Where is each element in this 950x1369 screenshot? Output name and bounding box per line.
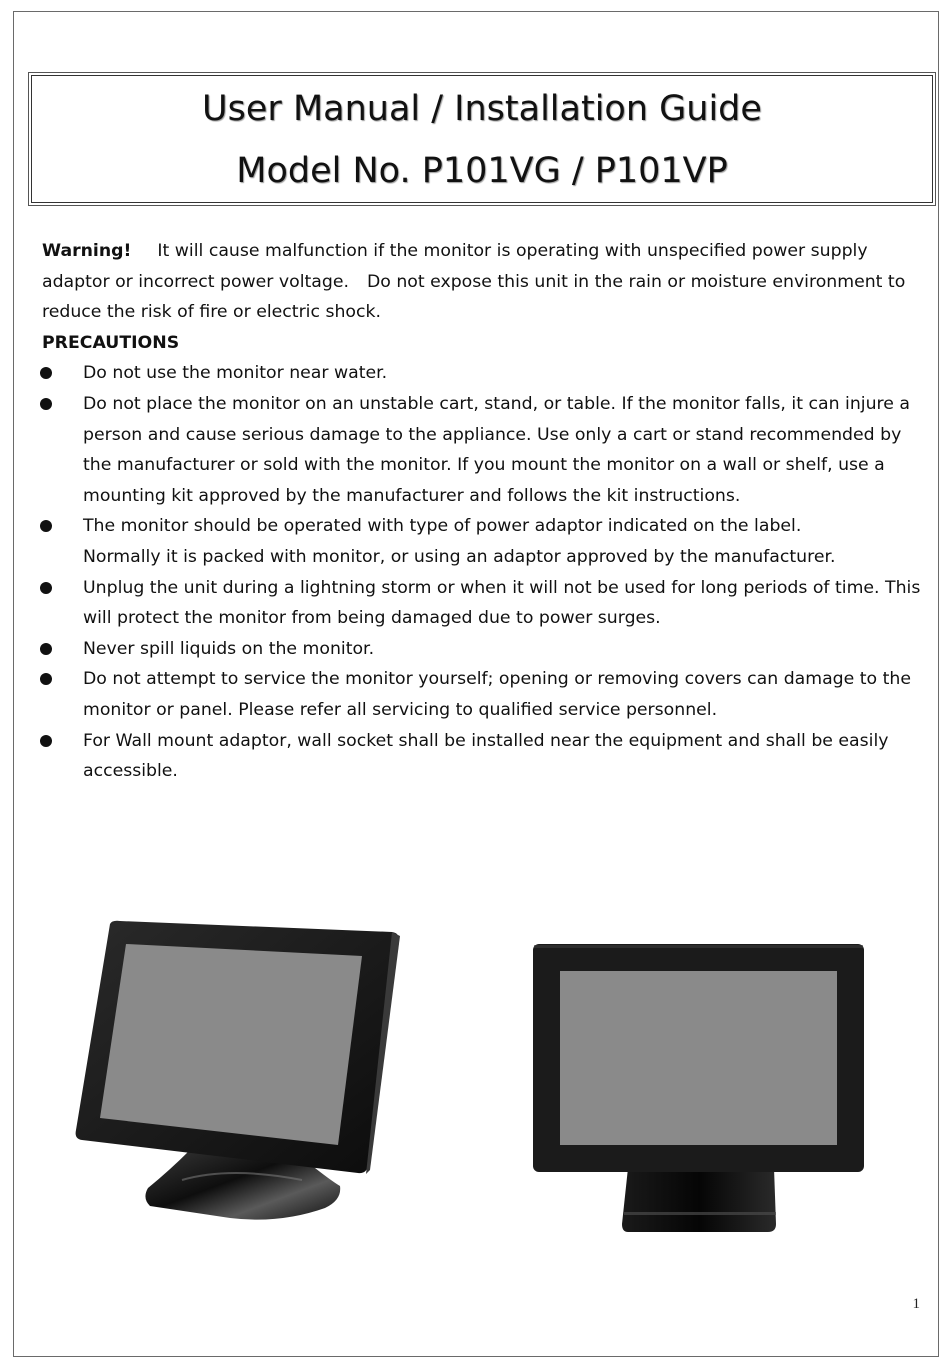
list-item-text: For Wall mount adaptor, wall socket shall be installed near the equipment and shall be easily accessible. xyxy=(83,730,889,782)
list-item xyxy=(42,726,922,787)
monitor-angled-view-image xyxy=(70,918,410,1238)
list-item-text: Do not attempt to service the monitor yourself; opening or removing covers can damage to the monitor or panel. Please refer all servicing to qualified service personnel. xyxy=(83,669,911,720)
warning-label: Warning! xyxy=(42,241,132,261)
bullet-icon xyxy=(40,735,52,747)
list-item xyxy=(42,358,922,389)
warning-sentence-2: Do not expose this unit in the rain or moisture environment to reduce the risk of fire or electric shock. xyxy=(42,271,906,323)
model-number: Model No. P101VG / P101VP xyxy=(236,151,728,191)
bullet-icon xyxy=(40,643,52,655)
warning-sentence-1: It will cause malfunction if the monitor is operating with unspecified power supply adaptor or incorrect power voltage. xyxy=(42,241,868,292)
document-title: User Manual / Installation Guide xyxy=(202,89,762,129)
precautions-heading: PRECAUTIONS xyxy=(42,332,180,353)
list-item xyxy=(42,573,922,634)
bullet-icon xyxy=(40,673,52,685)
document-body xyxy=(42,236,922,787)
list-item xyxy=(42,511,922,572)
list-item xyxy=(42,664,922,725)
title-box xyxy=(31,75,933,203)
monitor-front-view-image xyxy=(528,940,868,1240)
list-item-text: Unplug the unit during a lightning storm or when it will not be used for long periods of time. This will protect the monitor from being damaged due to power surges. xyxy=(83,577,921,629)
precautions-list xyxy=(42,358,922,786)
bullet-icon xyxy=(40,520,52,532)
list-item-text: Normally it is packed with monitor, or using an adaptor approved by the manufacturer. xyxy=(83,546,836,567)
list-item xyxy=(42,389,922,511)
list-item-text: Do not place the monitor on an unstable cart, stand, or table. If the monitor falls, it can injure a person and cause serious damage to the appliance. Use only a cart or stand recommended by the manufacturer or sold with the monitor. If you mount the monitor on a wall or shelf, use a mounting kit approved by the manufacturer and follows the kit instructions. xyxy=(83,393,910,506)
list-item-text: The monitor should be operated with type of power adaptor indicated on the label. xyxy=(83,516,802,537)
list-item-text: Do not use the monitor near water. xyxy=(83,363,388,384)
bullet-icon xyxy=(40,367,52,379)
page-number: 1 xyxy=(912,1296,920,1312)
warning-paragraph xyxy=(42,236,922,328)
bullet-icon xyxy=(40,582,52,594)
list-item-text: Never spill liquids on the monitor. xyxy=(83,638,375,659)
list-item xyxy=(42,634,922,665)
bullet-icon xyxy=(40,398,52,410)
